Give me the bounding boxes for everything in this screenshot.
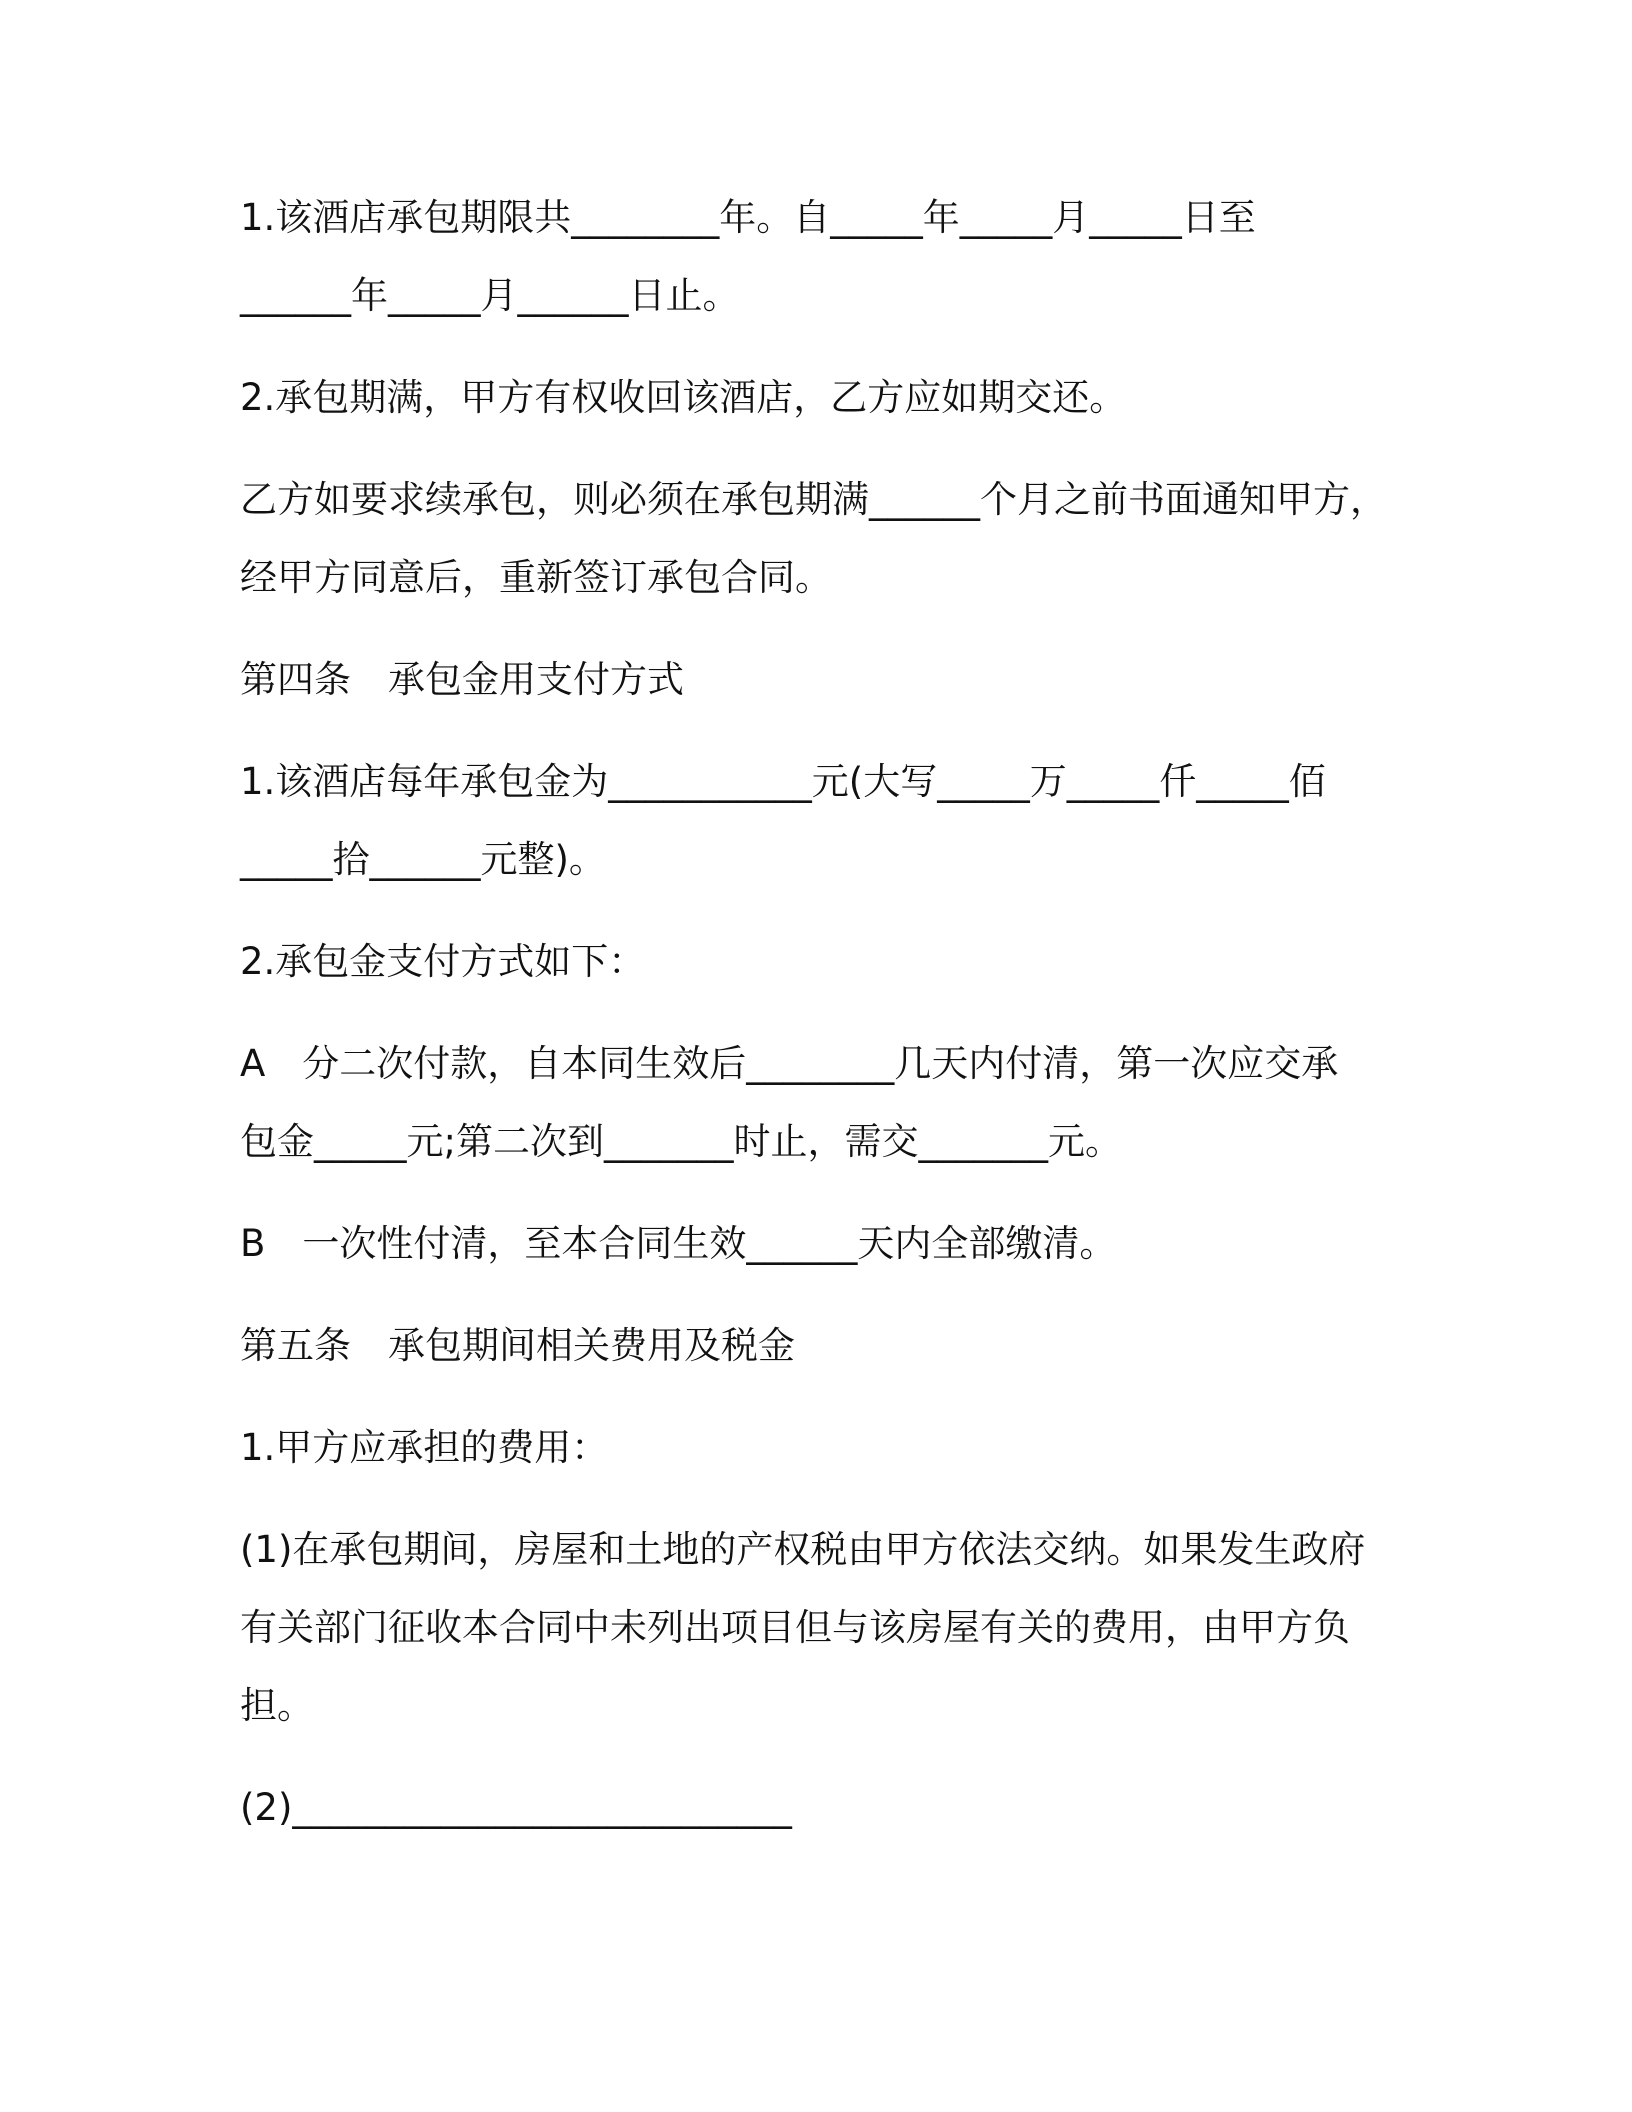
term-clause-1-line-2: ______年_____月______日止。 (240, 274, 740, 317)
article-5-heading: 第五条 承包期间相关费用及税金 (240, 1324, 795, 1367)
option-b: B 一次性付清，至本合同生效______天内全部缴清。 (240, 1222, 1117, 1265)
renewal-paragraph-line-1: 乙方如要求续承包，则必须在承包期满______个月之前书面通知甲方， (240, 478, 1387, 521)
party-a-fee-1-line-3: 担。 (240, 1684, 314, 1727)
fee-clause-1-line-1: 1.该酒店每年承包金为___________元(大写_____万_____仟_____佰 (240, 760, 1326, 803)
term-clause-1-line-1: 1.该酒店承包期限共________年。自_____年_____月_____日至 (240, 196, 1256, 239)
fee-clause-2: 2.承包金支付方式如下： (240, 940, 646, 983)
term-clause-2: 2.承包期满，甲方有权收回该酒店，乙方应如期交还。 (240, 376, 1127, 419)
option-a-line-1: A 分二次付款，自本同生效后________几天内付清，第一次应交承 (240, 1042, 1339, 1085)
party-a-fee-1-line-2: 有关部门征收本合同中未列出项目但与该房屋有关的费用，由甲方负 (240, 1606, 1350, 1649)
party-a-fees-heading: 1.甲方应承担的费用： (240, 1426, 609, 1469)
renewal-paragraph-line-2: 经甲方同意后，重新签订承包合同。 (240, 556, 832, 599)
party-a-fee-2: (2)___________________________ (240, 1786, 792, 1829)
fee-clause-1-line-2: _____拾______元整)。 (240, 838, 606, 881)
article-4-heading: 第四条 承包金用支付方式 (240, 658, 684, 701)
party-a-fee-1-line-1: (1)在承包期间，房屋和土地的产权税由甲方依法交纳。如果发生政府 (240, 1528, 1366, 1571)
option-a-line-2: 包金_____元;第二次到_______时止，需交_______元。 (240, 1120, 1122, 1163)
